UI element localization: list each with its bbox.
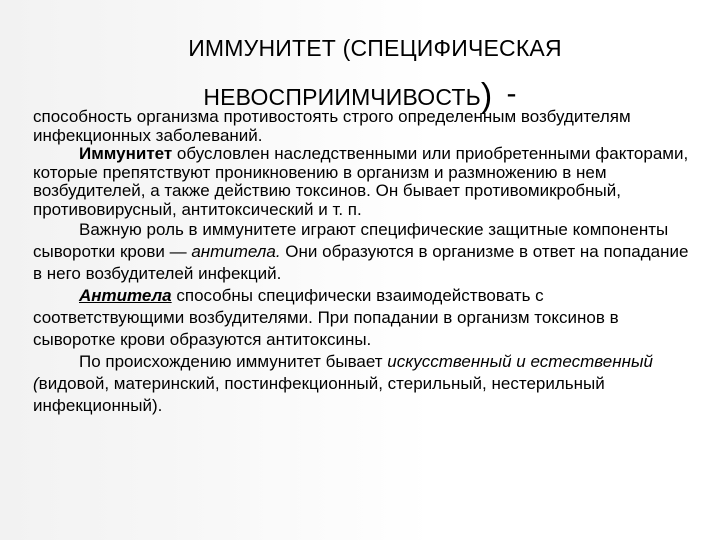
immunity-origin-paragraph (33, 351, 693, 417)
slide-body (33, 108, 693, 417)
antibodies-role-text-end: Они образуются в организме в ответ на попадание в него возбудителей инфекций. (33, 242, 689, 283)
antibodies-action-paragraph (33, 285, 693, 351)
term-antibodies-emphasis: Антитела (79, 286, 172, 305)
slide-title (0, 28, 720, 117)
antibodies-role-text-start: Важную роль в иммунитете играют специфические защитные компоненты сыворотки крови — (33, 220, 669, 261)
term-immunity: Иммунитет (79, 144, 173, 163)
antibodies-action-text: способны специфически взаимодействовать с соответствующими возбудителями. При попадании в организм токсинов в сыворотке крови образуются антитоксины. (33, 286, 619, 349)
title-term: НЕВОСПРИИМЧИВОСТЬ (203, 84, 481, 110)
title-closing-paren: ) (480, 77, 493, 115)
immunity-origin-text-end: видовой, материнский, постинфекционный, стерильный, нестерильный инфекционный). (33, 374, 605, 415)
definition-paragraph: способность организма противостоять строго определенным возбудителям инфекционных заболеваний. (33, 107, 631, 145)
antibodies-role-paragraph (33, 219, 693, 285)
immunity-origin-text-start: По происхождению иммунитет бывает (79, 352, 388, 371)
immunity-origin-types-italic: искусственный и естественный ( (33, 352, 653, 393)
immunity-causes-text: обусловлен наследственными или приобретенными факторами, которые препятствуют проникновению в организм и размножению в нем возбудителей, а также действию токсинов. Он бывает противомикробный, противовирусный, антитоксический и т. п. (33, 144, 689, 219)
title-dash: - (506, 77, 517, 110)
term-antibodies-italic: антитела. (191, 242, 281, 261)
immunity-causes-paragraph (33, 145, 693, 219)
title-line-1: ИММУНИТЕТ (СПЕЦИФИЧЕСКАЯ (188, 35, 562, 61)
